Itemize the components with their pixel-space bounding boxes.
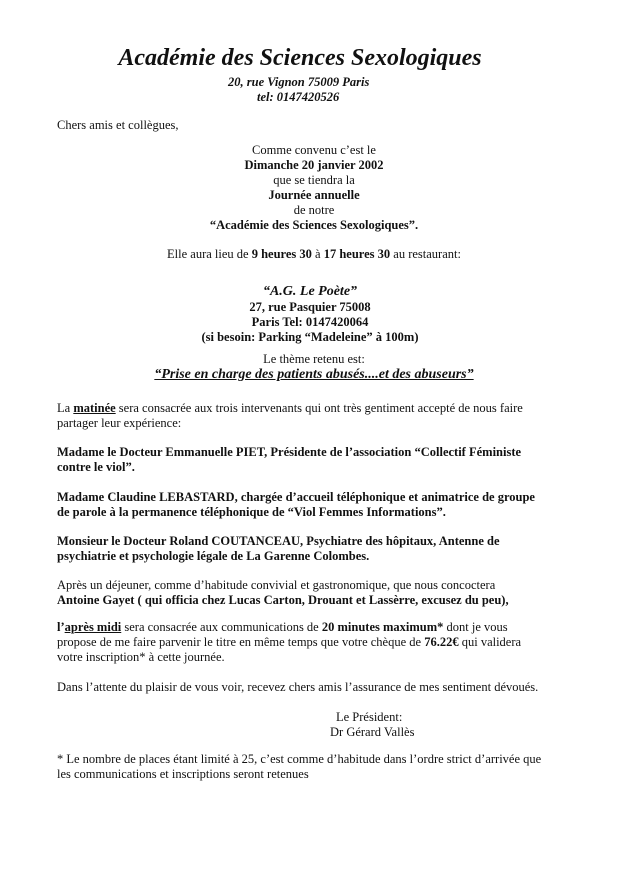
footnote-line: * Le nombre de places étant limité à 25, c’est comme d’habitude dans l’ordre strict d’arrivée que [57, 752, 542, 766]
closing-line: Dans l’attente du plaisir de vous voir, recevez chers amis l’assurance de mes sentiment dévoués. [57, 680, 539, 694]
venue-telephone: Paris Tel: 0147420064 [251, 315, 369, 329]
morning-paragraph [57, 401, 547, 431]
afternoon-paragraph [57, 620, 547, 665]
venue-block [0, 283, 620, 345]
speaker-line: psychiatrie et psychologie légale de La Garenne Colombes. [57, 549, 370, 563]
speaker-line: de parole à la permanence téléphonique de “Viol Femmes Informations”. [57, 505, 446, 519]
organization-name: “Académie des Sciences Sexologiques”. [209, 218, 419, 232]
announcement-line: Comme convenu c’est le [252, 143, 376, 157]
hours-separator: à [311, 247, 324, 261]
letterhead-title: Académie des Sciences Sexologiques [118, 45, 482, 71]
hours-prefix: Elle aura lieu de [167, 247, 252, 261]
speaker-coutanceau [57, 534, 547, 564]
speaker-line: contre le viol”. [57, 460, 135, 474]
event-hours [0, 247, 620, 262]
afternoon-text: propose de me faire parvenir le titre en même temps que votre chèque de [57, 635, 425, 649]
announcement-line: que se tiendra la [273, 173, 355, 187]
start-time: 9 heures 30 [251, 247, 312, 261]
afternoon-text: sera consacrée aux communications de [121, 620, 322, 634]
event-announcement [0, 143, 620, 233]
speaker-lebastard [57, 490, 547, 520]
speaker-line: Monsieur le Docteur Roland COUTANCEAU, Psychiatre des hôpitaux, Antenne de [57, 534, 500, 548]
end-time: 17 heures 30 [323, 247, 391, 261]
afternoon-text: qui validera [458, 635, 522, 649]
venue-parking: (si besoin: Parking “Madeleine” à 100m) [201, 330, 419, 344]
speaker-line: Madame Claudine LEBASTARD, chargée d’accueil téléphonique et animatrice de groupe [57, 490, 535, 504]
address-line: 20, rue Vignon 75009 Paris [228, 75, 370, 89]
event-name: Journée annuelle [268, 188, 360, 202]
footnote-line: les communications et inscriptions seront retenues [57, 767, 309, 781]
speaker-line: Madame le Docteur Emmanuelle PIET, Présidente de l’association “Collectif Féministe [57, 445, 522, 459]
announcement-line: de notre [293, 203, 335, 217]
morning-text: sera consacrée aux trois intervenants qui ont très gentiment accepté de nous faire [115, 401, 523, 415]
lunch-line: Après un déjeuner, comme d’habitude convivial et gastronomique, que nous concoctera [57, 578, 496, 592]
morning-word: matinée [73, 401, 116, 415]
event-date: Dimanche 20 janvier 2002 [244, 158, 384, 172]
talk-duration: 20 minutes maximum* [321, 620, 444, 634]
fee-amount: 76.22€ [424, 635, 459, 649]
signatory-role: Le Président: [336, 710, 403, 724]
morning-article: La [57, 401, 74, 415]
afternoon-word: après midi [64, 620, 122, 634]
afternoon-article: l’ [57, 620, 65, 634]
telephone-line: tel: 0147420526 [257, 90, 340, 104]
salutation: Chers amis et collègues, [57, 118, 179, 132]
theme-title: “Prise en charge des patients abusés....et des abuseurs” [154, 367, 474, 382]
speaker-piet [57, 445, 547, 475]
letterhead-address [228, 75, 369, 105]
afternoon-text: votre inscription* à cette journée. [57, 650, 225, 664]
closing-paragraph [57, 680, 547, 695]
theme-intro: Le thème retenu est: [263, 352, 365, 366]
venue-name: “A.G. Le Poète” [262, 284, 358, 299]
morning-text-continued: partager leur expérience: [57, 416, 182, 430]
footnote [57, 752, 547, 782]
theme-block [0, 352, 620, 383]
hours-suffix: au restaurant: [390, 247, 461, 261]
venue-street: 27, rue Pasquier 75008 [249, 300, 371, 314]
signature-block [330, 710, 415, 740]
chef-line: Antoine Gayet ( qui officia chez Lucas Carton, Drouant et Lassèrre, excusez du peu), [57, 593, 509, 607]
afternoon-text: dont je vous [443, 620, 508, 634]
signatory-name: Dr Gérard Vallès [330, 725, 415, 739]
lunch-paragraph [57, 578, 547, 608]
